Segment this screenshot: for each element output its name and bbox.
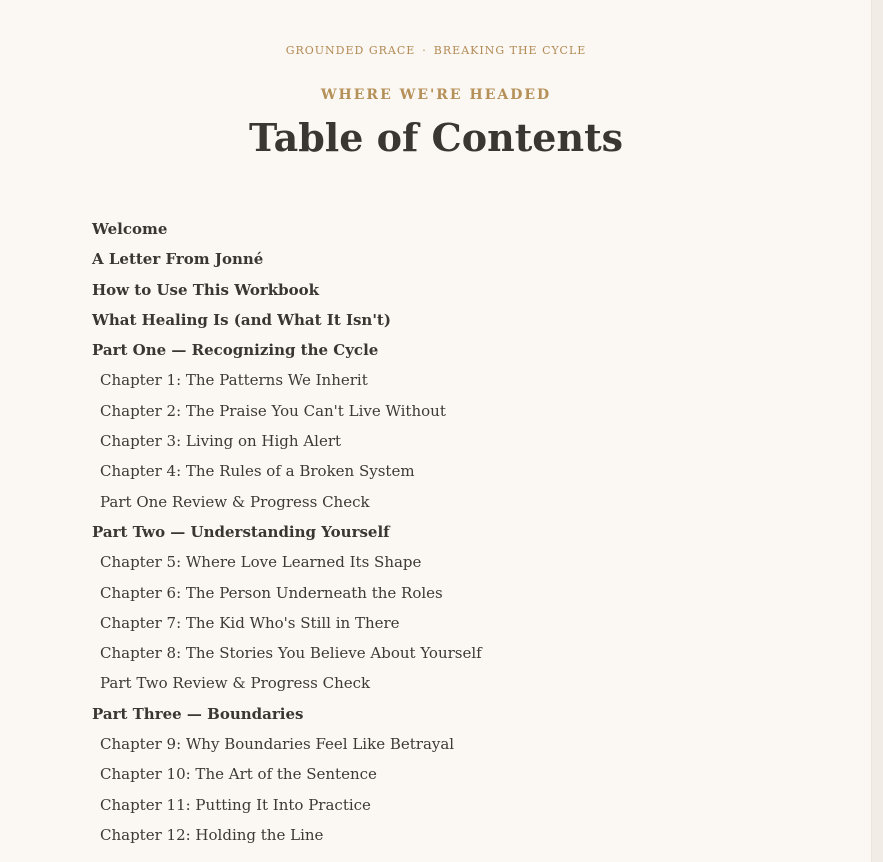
toc-chapter-link[interactable]: Chapter 1: The Patterns We Inherit: [100, 371, 368, 390]
toc-chapter-link[interactable]: Chapter 2: The Praise You Can't Live Without: [100, 401, 446, 420]
toc-section-link[interactable]: Part Three — Boundaries: [92, 704, 304, 723]
toc-section-link[interactable]: A Letter From Jonné: [92, 250, 264, 269]
toc-chapter-link[interactable]: Chapter 7: The Kid Who's Still in There: [100, 613, 400, 632]
toc-chapter-link[interactable]: Part One Review & Progress Check: [100, 492, 370, 511]
toc-chapter-link[interactable]: Chapter 11: Putting It Into Practice: [100, 795, 371, 814]
toc-chapter-link[interactable]: Chapter 3: Living on High Alert: [100, 432, 342, 451]
toc-section-link[interactable]: Part One — Recognizing the Cycle: [92, 341, 379, 360]
page-title: Table of Contents: [248, 115, 624, 160]
toc-chapter-link[interactable]: Chapter 8: The Stories You Believe About Yourself: [100, 644, 482, 663]
toc-chapter-link[interactable]: Chapter 9: Why Boundaries Feel Like Betrayal: [100, 735, 455, 754]
toc-section-link[interactable]: Welcome: [92, 220, 168, 238]
book-subtitle: BREAKING THE CYCLE: [433, 44, 587, 57]
toc-section-link[interactable]: How to Use This Workbook: [92, 280, 320, 299]
section-eyebrow: WHERE WE'RE HEADED: [320, 87, 552, 103]
header-separator: ·: [422, 44, 427, 57]
toc-section-link[interactable]: Part Two — Understanding Yourself: [92, 522, 390, 541]
toc-chapter-link[interactable]: Part Two Review & Progress Check: [100, 674, 371, 693]
toc-chapter-link[interactable]: Chapter 12: Holding the Line: [100, 825, 324, 844]
toc-chapter-link[interactable]: Chapter 5: Where Love Learned Its Shape: [100, 553, 422, 572]
book-title: GROUNDED GRACE: [285, 44, 416, 57]
scrollbar[interactable]: [871, 0, 883, 862]
running-header: [0, 44, 872, 57]
toc-chapter-link[interactable]: Chapter 10: The Art of the Sentence: [100, 765, 377, 784]
table-of-contents: [92, 216, 812, 852]
toc-section-link[interactable]: What Healing Is (and What It Isn't): [92, 310, 391, 329]
toc-chapter-link[interactable]: Chapter 6: The Person Underneath the Roles: [100, 583, 443, 602]
toc-chapter-link[interactable]: Chapter 4: The Rules of a Broken System: [100, 462, 415, 481]
